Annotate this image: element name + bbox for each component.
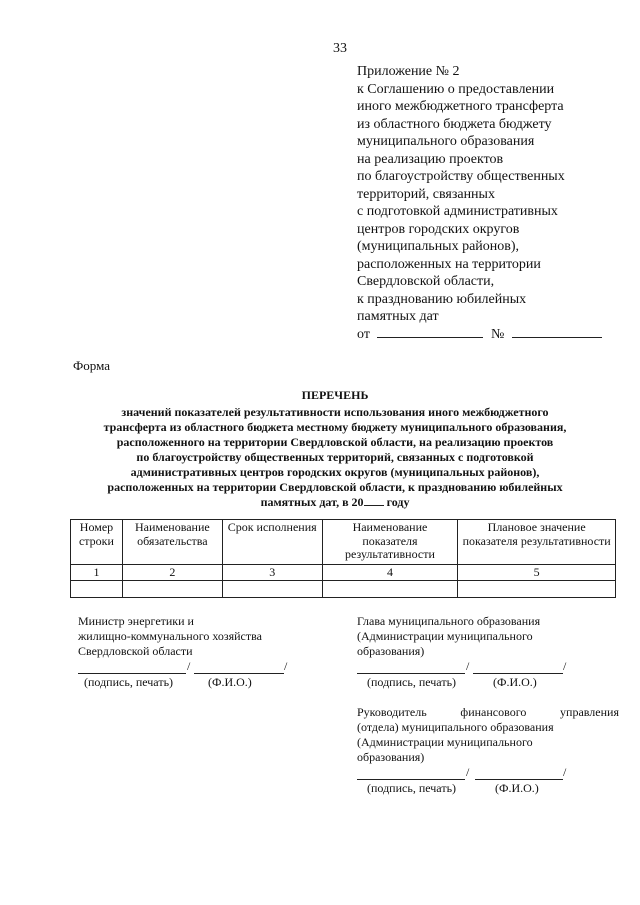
minister-signature-block — [78, 614, 338, 690]
name-caption: (Ф.И.О.) — [493, 675, 537, 689]
title-line: административных центров городских округов (муниципальных районов), — [130, 465, 540, 479]
sign-caption: (подпись, печать) — [84, 675, 174, 689]
number-cell: 5 — [458, 565, 616, 581]
title-line: значений показателей результативности использования иного межбюджетного — [121, 405, 549, 419]
year-blank — [364, 505, 384, 506]
signature-captions — [357, 675, 619, 690]
number-cell: 2 — [122, 565, 222, 581]
appendix-line: памятных дат — [357, 309, 439, 324]
title-line: по благоустройству общественных территорий, связанных с подготовкой — [136, 450, 534, 464]
signatory-line: (отдела) муниципального образования — [357, 720, 554, 734]
name-blank — [475, 765, 563, 780]
table-number-row — [71, 565, 616, 581]
signature-blank — [357, 765, 465, 780]
appendix-line: муниципального образования — [357, 134, 535, 149]
signatory-line: Свердловской области — [78, 644, 193, 658]
signature-captions — [357, 781, 619, 796]
appendix-line: на реализацию проектов — [357, 151, 504, 167]
appendix-line: из областного бюджета бюджету — [357, 116, 552, 132]
appendix-line: Свердловской области, — [357, 274, 495, 289]
empty-cell — [322, 581, 458, 598]
signatory-line: Министр энергетики и — [78, 614, 194, 628]
header-cell: Наименование обязательства — [122, 520, 222, 565]
signature-blanks: / / — [357, 659, 619, 675]
signatory-line: (Администрации муниципального — [357, 735, 533, 749]
title-line: расположенных на территории Свердловской области, к празднованию юбилейных — [107, 480, 563, 494]
appendix-line: к Соглашению о предоставлении — [357, 81, 555, 97]
number-cell: 3 — [222, 565, 322, 581]
signatory-line: Глава муниципального образования — [357, 614, 541, 628]
number-label: № — [490, 326, 505, 342]
from-label: от — [357, 326, 370, 342]
sign-caption: (подпись, печать) — [367, 675, 457, 689]
signature-blank — [357, 659, 465, 674]
date-blank — [377, 337, 483, 338]
signature-blanks: / / — [78, 659, 338, 675]
name-caption: (Ф.И.О.) — [208, 675, 252, 689]
appendix-line: к празднованию юбилейных — [357, 291, 527, 307]
appendix-line: расположенных на территории — [357, 256, 541, 272]
signatory-line: жилищно-коммунального хозяйства — [78, 629, 262, 643]
sign-caption: (подпись, печать) — [367, 781, 457, 795]
title-last-line: памятных дат, в 20 году — [260, 495, 410, 509]
appendix-header — [357, 63, 627, 343]
number-blank — [512, 337, 602, 338]
header-cell: Наименование показателя результативности — [322, 520, 458, 565]
header-cell: Срок исполнения — [222, 520, 322, 565]
form-label: Форма — [73, 358, 110, 373]
page-number: 33 — [333, 41, 347, 56]
appendix-line: территорий, связанных — [357, 186, 495, 202]
head-signature-block — [357, 614, 619, 690]
finance-signature-block — [357, 705, 619, 796]
table-row — [71, 581, 616, 598]
signature-captions — [78, 675, 338, 690]
appendix-line: по благоустройству общественных — [357, 169, 565, 184]
indicators-table — [70, 519, 616, 598]
signature-blanks: / / — [357, 765, 619, 781]
appendix-line: Приложение № 2 — [357, 64, 460, 79]
table-header-row — [71, 520, 616, 565]
signatory-line: образования) — [357, 644, 425, 658]
signatory-line: (Администрации муниципального — [357, 629, 533, 643]
header-cell: Номер строки — [71, 520, 123, 565]
document-title — [70, 388, 600, 510]
signatory-first-line: Руководитель финансового управления — [357, 705, 619, 719]
empty-cell — [458, 581, 616, 598]
number-cell: 4 — [322, 565, 458, 581]
name-blank — [194, 659, 284, 674]
signature-blank — [78, 659, 186, 674]
name-blank — [473, 659, 563, 674]
title-line: расположенного на территории Свердловской области, на реализацию проектов — [116, 435, 554, 449]
appendix-line: с подготовкой административных — [357, 204, 558, 219]
appendix-line: иного межбюджетного трансферта — [357, 99, 564, 114]
signatory-line: образования) — [357, 750, 425, 764]
name-caption: (Ф.И.О.) — [495, 781, 539, 795]
header-cell: Плановое значение показателя результативности — [458, 520, 616, 565]
title-line: трансферта из областного бюджета местному бюджету муниципального образования, — [103, 420, 567, 434]
number-cell: 1 — [71, 565, 123, 581]
empty-cell — [71, 581, 123, 598]
appendix-line: центров городских округов — [357, 221, 520, 237]
empty-cell — [222, 581, 322, 598]
date-number-line — [357, 326, 627, 344]
empty-cell — [122, 581, 222, 598]
appendix-line: (муниципальных районов), — [357, 239, 520, 254]
title-heading: ПЕРЕЧЕНЬ — [301, 388, 369, 402]
